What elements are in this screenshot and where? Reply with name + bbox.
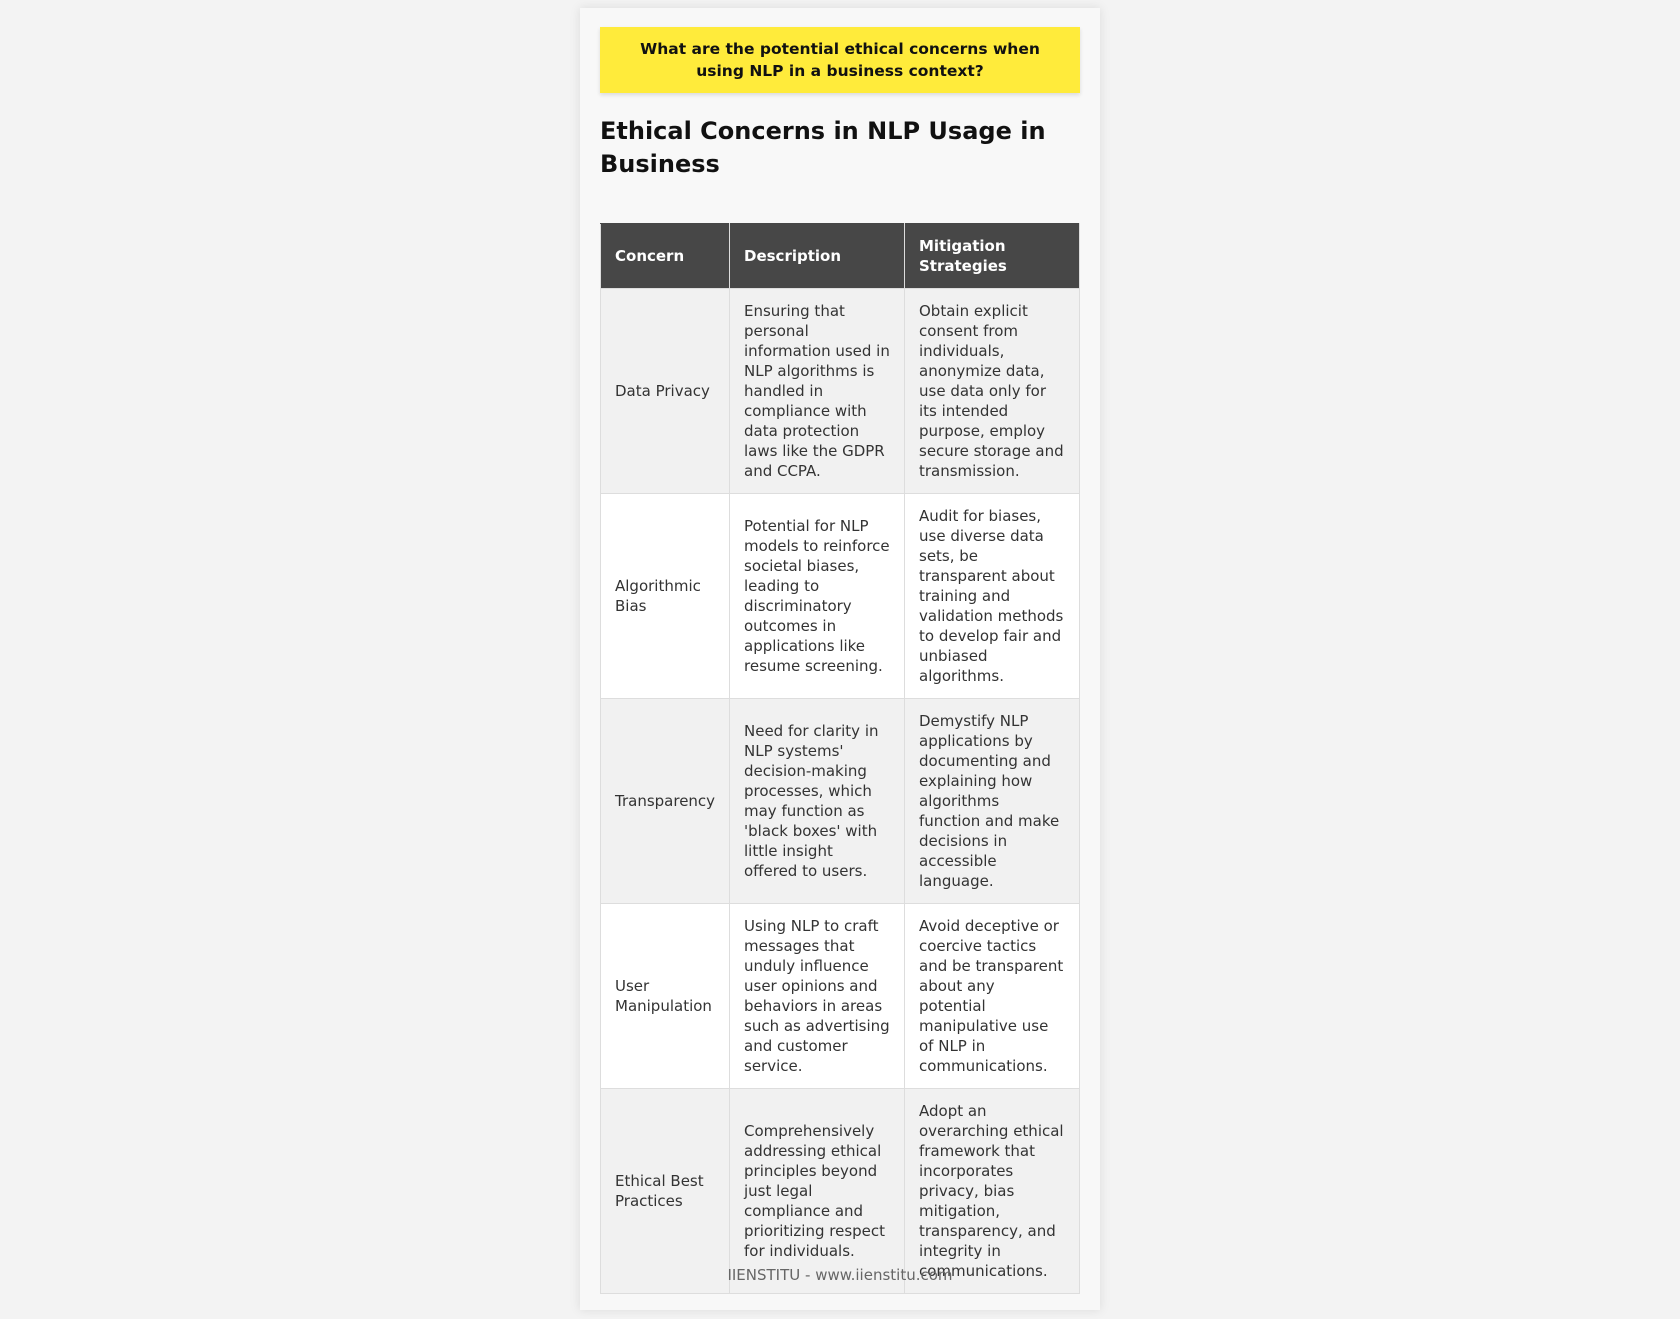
content-card <box>580 8 1100 1310</box>
column-header-description: Description <box>730 224 905 289</box>
table-header-row <box>601 224 1080 289</box>
page-title: Ethical Concerns in NLP Usage in Business <box>600 117 1046 178</box>
table-row <box>601 494 1080 699</box>
cell-mitigation: Obtain explicit consent from individuals, anonymize data, use data only for its intended purpose, employ secure storage and transmission. <box>905 289 1080 494</box>
cell-description: Using NLP to craft messages that unduly influence user opinions and behaviors in areas such as advertising and customer service. <box>730 904 905 1089</box>
table-row <box>601 904 1080 1089</box>
cell-description: Potential for NLP models to reinforce societal biases, leading to discriminatory outcomes in applications like resume screening. <box>730 494 905 699</box>
table-row <box>601 699 1080 904</box>
cell-mitigation: Demystify NLP applications by documenting and explaining how algorithms function and make decisions in accessible language. <box>905 699 1080 904</box>
table-row <box>601 1089 1080 1294</box>
table-row <box>601 289 1080 494</box>
cell-mitigation: Adopt an overarching ethical framework that incorporates privacy, bias mitigation, transparency, and integrity in communications. <box>905 1089 1080 1294</box>
cell-concern: Algorithmic Bias <box>601 494 730 699</box>
column-header-mitigation: Mitigation Strategies <box>905 224 1080 289</box>
column-header-concern: Concern <box>601 224 730 289</box>
cell-concern: Ethical Best Practices <box>601 1089 730 1294</box>
cell-mitigation: Audit for biases, use diverse data sets, be transparent about training and validation methods to develop fair and unbiased algorithms. <box>905 494 1080 699</box>
cell-concern: User Manipulation <box>601 904 730 1089</box>
footer-credit: IIENSTITU - www.iienstitu.com <box>727 1266 953 1284</box>
cell-description: Ensuring that personal information used in NLP algorithms is handled in compliance with data protection laws like the GDPR and CCPA. <box>730 289 905 494</box>
question-banner: What are the potential ethical concerns when using NLP in a business context? <box>600 27 1080 93</box>
concerns-table <box>600 223 1080 1294</box>
cell-concern: Transparency <box>601 699 730 904</box>
cell-description: Comprehensively addressing ethical principles beyond just legal compliance and prioritizing respect for individuals. <box>730 1089 905 1294</box>
cell-description: Need for clarity in NLP systems' decision-making processes, which may function as 'black boxes' with little insight offered to users. <box>730 699 905 904</box>
cell-concern: Data Privacy <box>601 289 730 494</box>
cell-mitigation: Avoid deceptive or coercive tactics and be transparent about any potential manipulative use of NLP in communications. <box>905 904 1080 1089</box>
